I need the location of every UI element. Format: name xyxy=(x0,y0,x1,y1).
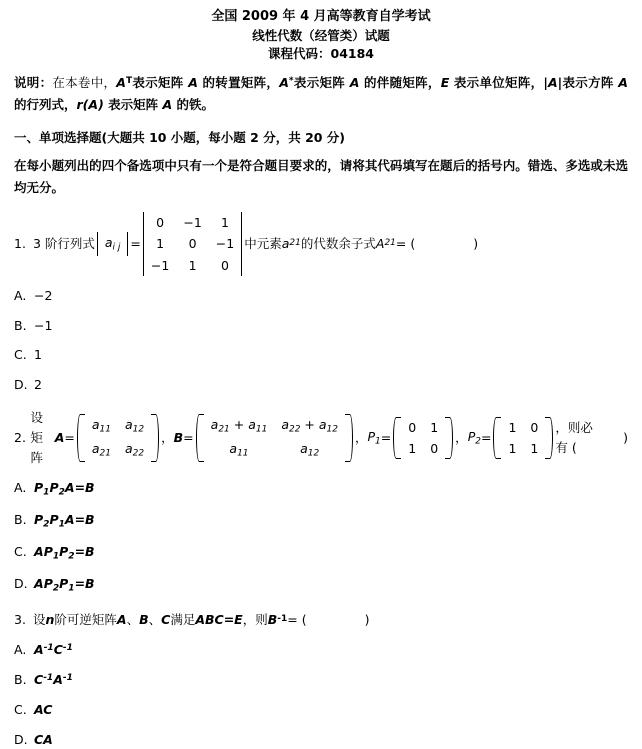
q1-A21: A xyxy=(375,236,385,252)
q1-symbol-sub: i j xyxy=(112,242,121,253)
header-line-1: 全国 2009 年 4 月高等教育自学考试 xyxy=(211,9,431,24)
q2-A-cell-1-0: $a_{21}$ xyxy=(91,440,111,459)
question-1-symbol-det xyxy=(97,232,129,256)
q3-text-a: 设 xyxy=(32,612,46,628)
q1-cell-1-2: −1 xyxy=(215,236,235,252)
question-3-number: 3. xyxy=(14,612,26,628)
q3-B-inverse: B xyxy=(267,612,278,628)
section-note-text: 在每小题列出的四个备选项中只有一个是符合题目要求的，请将其代码填写在题后的括号内。错选、多选或未选均无分。 xyxy=(14,158,628,195)
q1-option-d-label: D. xyxy=(14,377,28,393)
q2-matrix-P1 xyxy=(393,417,453,460)
q1-tail-pre: 中元素 xyxy=(244,236,282,252)
q2-comma-2: ， xyxy=(354,429,368,445)
q2-option-c[interactable] xyxy=(14,543,628,564)
determinant-symbol: |A| xyxy=(543,75,563,91)
q2-option-b-label: B. xyxy=(14,511,27,527)
q3-A-symbol: A xyxy=(116,612,127,628)
q3-option-b[interactable] xyxy=(14,671,628,690)
header-line-2: 线性代数（经管类）试题 xyxy=(252,27,390,43)
q3-option-d-label: D. xyxy=(14,731,28,747)
q2-P1-cell-0-1: 1 xyxy=(430,419,439,435)
q3-abc-equation: ABC=E xyxy=(195,612,243,628)
q2-B-cell-1-1: $a_{12}$ xyxy=(300,440,320,459)
q2-P2-cell-1-1: 1 xyxy=(530,440,539,456)
q2-eq-3: = xyxy=(380,429,392,445)
q2-eq-4: = xyxy=(480,429,492,445)
q1-tail-close: ) xyxy=(473,236,479,252)
instructions-text-9: 表示矩阵 xyxy=(103,96,163,112)
q2-A-cell-0-0: $a_{11}$ xyxy=(91,416,111,435)
q2-B-cell-1-0: $a_{11}$ xyxy=(229,440,249,459)
q2-option-b-text: $P_2P_1A=B$ xyxy=(34,511,95,530)
q1-option-c-label: C. xyxy=(14,347,27,363)
q3-B-inverse-sup: -1 xyxy=(277,614,288,624)
document-header xyxy=(14,8,628,63)
q2-P2-cell-0-1: 0 xyxy=(530,419,539,435)
q3-n-symbol: n xyxy=(45,612,55,628)
q1-tail-eq: = ( xyxy=(395,236,416,252)
q2-option-d[interactable] xyxy=(14,575,628,596)
q1-a21-sub: 21 xyxy=(289,238,301,249)
q1-cell-1-1: 0 xyxy=(188,236,197,252)
q3-option-b-label: B. xyxy=(14,672,27,688)
instructions-label: 说明： xyxy=(14,75,53,91)
q3-option-b-text: $C^{-1}A^{-1}$ xyxy=(34,672,73,688)
question-1-number: 1. xyxy=(14,236,26,252)
q2-matrix-A xyxy=(77,414,159,463)
q2-P2-sub: 2 xyxy=(475,436,481,447)
matrix-a-1: A xyxy=(188,75,198,91)
q2-P1-symbol: P xyxy=(367,429,376,445)
matrix-a-2: A xyxy=(349,75,360,91)
q2-B-symbol: B xyxy=(173,429,184,445)
instructions-text-2: 表示矩阵 xyxy=(132,75,189,91)
instructions-text-7: 表示方阵 xyxy=(562,75,619,91)
q1-cell-0-1: −1 xyxy=(183,214,202,230)
identity-matrix-symbol: E xyxy=(440,75,450,91)
q2-eq-2: = xyxy=(183,429,194,445)
q1-option-b[interactable] xyxy=(14,317,628,336)
question-3 xyxy=(14,609,628,630)
instructions-text-4: 表示矩阵 xyxy=(293,75,350,91)
q2-P2-cell-1-0: 1 xyxy=(508,440,517,456)
instructions-paragraph xyxy=(14,72,628,116)
q3-option-c[interactable] xyxy=(14,701,628,720)
q1-matrix xyxy=(143,212,242,276)
matrix-a-3: A xyxy=(618,75,628,91)
q2-option-d-text: $AP_2P_1=B$ xyxy=(34,576,95,594)
q3-option-d-text: CA xyxy=(34,731,53,747)
q2-P1-sub: 1 xyxy=(375,436,381,447)
a-star-sup: * xyxy=(288,76,294,87)
q1-a21: a xyxy=(281,236,290,252)
q3-t2: 、 xyxy=(148,612,162,628)
q3-C-symbol: C xyxy=(161,612,171,628)
q2-option-a-text: $P_1P_2A=B$ xyxy=(34,479,95,498)
instructions-text-6: 表示单位矩阵， xyxy=(449,75,544,91)
instructions-text-5: 的伴随矩阵， xyxy=(359,75,441,91)
q2-option-c-label: C. xyxy=(14,544,27,559)
q3-option-c-label: C. xyxy=(14,701,27,717)
q1-option-d[interactable] xyxy=(14,376,628,395)
instructions-text-8: 的行列式， xyxy=(14,96,77,112)
q3-t4: ，则 xyxy=(242,612,268,628)
q1-equals: = xyxy=(130,236,141,252)
question-1-lead: 3 阶行列式 xyxy=(32,236,95,252)
q1-cell-2-0: −1 xyxy=(150,257,170,273)
q3-option-d[interactable] xyxy=(14,731,628,749)
q1-option-c-text: 1 xyxy=(34,347,42,363)
question-2 xyxy=(14,408,628,468)
q2-P2-symbol: P xyxy=(467,429,476,445)
q2-lead: 设矩阵 xyxy=(30,409,43,465)
q2-option-d-label: D. xyxy=(14,576,28,592)
q2-eq-1: = xyxy=(64,429,75,445)
q1-A21-sub: 21 xyxy=(384,238,396,249)
q2-B-cell-0-1: $a_{22} + a_{12}$ xyxy=(281,416,338,435)
q3-t1: 、 xyxy=(126,612,140,628)
q1-option-c[interactable] xyxy=(14,346,628,365)
q2-comma-1: ， xyxy=(161,429,174,445)
header-line-3: 课程代码：04184 xyxy=(268,45,374,61)
q3-option-c-text: AC xyxy=(34,701,53,717)
q2-P1-cell-1-1: 0 xyxy=(430,440,439,456)
q2-matrix-P2 xyxy=(493,417,553,460)
matrix-a-4: A xyxy=(162,96,173,112)
q2-A-cell-1-1: $a_{22}$ xyxy=(124,440,145,459)
q1-option-b-label: B. xyxy=(14,317,27,333)
section-note xyxy=(14,155,628,199)
q2-P1-cell-1-0: 1 xyxy=(408,440,417,456)
q3-option-a[interactable] xyxy=(14,641,628,660)
q3-t6: ) xyxy=(364,612,370,628)
q1-tail-mid: 的代数余子式 xyxy=(300,236,376,252)
q1-cell-2-1: 1 xyxy=(188,257,197,273)
q2-option-c-text: $AP_1P_2=B$ xyxy=(34,544,95,562)
instructions-text-3: 的转置矩阵， xyxy=(197,75,280,91)
q2-tail: ，则必有 ( xyxy=(555,419,593,455)
q3-option-a-label: A. xyxy=(14,642,27,658)
q1-cell-1-0: 1 xyxy=(156,236,165,252)
q2-option-a-label: A. xyxy=(14,479,27,495)
q2-A-cell-0-1: $a_{12}$ xyxy=(124,416,145,435)
q2-option-b[interactable] xyxy=(14,511,628,532)
q1-symbol: a xyxy=(104,234,113,250)
q3-option-a-text: $A^{-1}C^{-1}$ xyxy=(34,642,73,658)
q3-B-symbol: B xyxy=(139,612,149,628)
q1-option-a-label: A. xyxy=(14,287,27,303)
q2-tail-close: ) xyxy=(623,429,628,445)
q2-comma-3: ， xyxy=(455,429,468,445)
question-1 xyxy=(14,212,628,276)
rank-symbol: r(A) xyxy=(76,96,104,112)
q1-option-a[interactable] xyxy=(14,287,628,306)
q3-t5: = ( xyxy=(287,612,307,628)
a-transpose-sup: T xyxy=(125,76,133,87)
q2-P1-cell-0-0: 0 xyxy=(408,419,417,435)
q3-text-b: 阶可逆矩阵 xyxy=(54,612,117,628)
q1-cell-0-2: 1 xyxy=(221,214,229,230)
q2-A-symbol: A xyxy=(54,429,65,445)
q1-option-d-text: 2 xyxy=(34,377,42,393)
instructions-text-1: 在本卷中， xyxy=(52,75,117,91)
q1-option-a-text: −2 xyxy=(34,287,53,303)
q2-B-cell-0-0: $a_{21} + a_{11}$ xyxy=(210,416,268,435)
q1-cell-0-0: 0 xyxy=(156,214,165,230)
a-star-symbol: A xyxy=(279,75,289,91)
instructions-text-10: 的铁。 xyxy=(172,96,215,112)
question-2-number: 2. xyxy=(14,429,26,445)
q2-option-a[interactable] xyxy=(14,479,628,500)
section-heading: 一、单项选择题(大题共 10 小题，每小题 2 分，共 20 分) xyxy=(14,129,346,145)
q1-cell-2-2: 0 xyxy=(221,257,229,273)
q2-P2-cell-0-0: 1 xyxy=(508,419,517,435)
q3-t3: 满足 xyxy=(170,612,196,628)
q2-matrix-B xyxy=(196,414,353,463)
q1-option-b-text: −1 xyxy=(34,317,53,333)
a-transpose-symbol: A xyxy=(116,75,126,91)
